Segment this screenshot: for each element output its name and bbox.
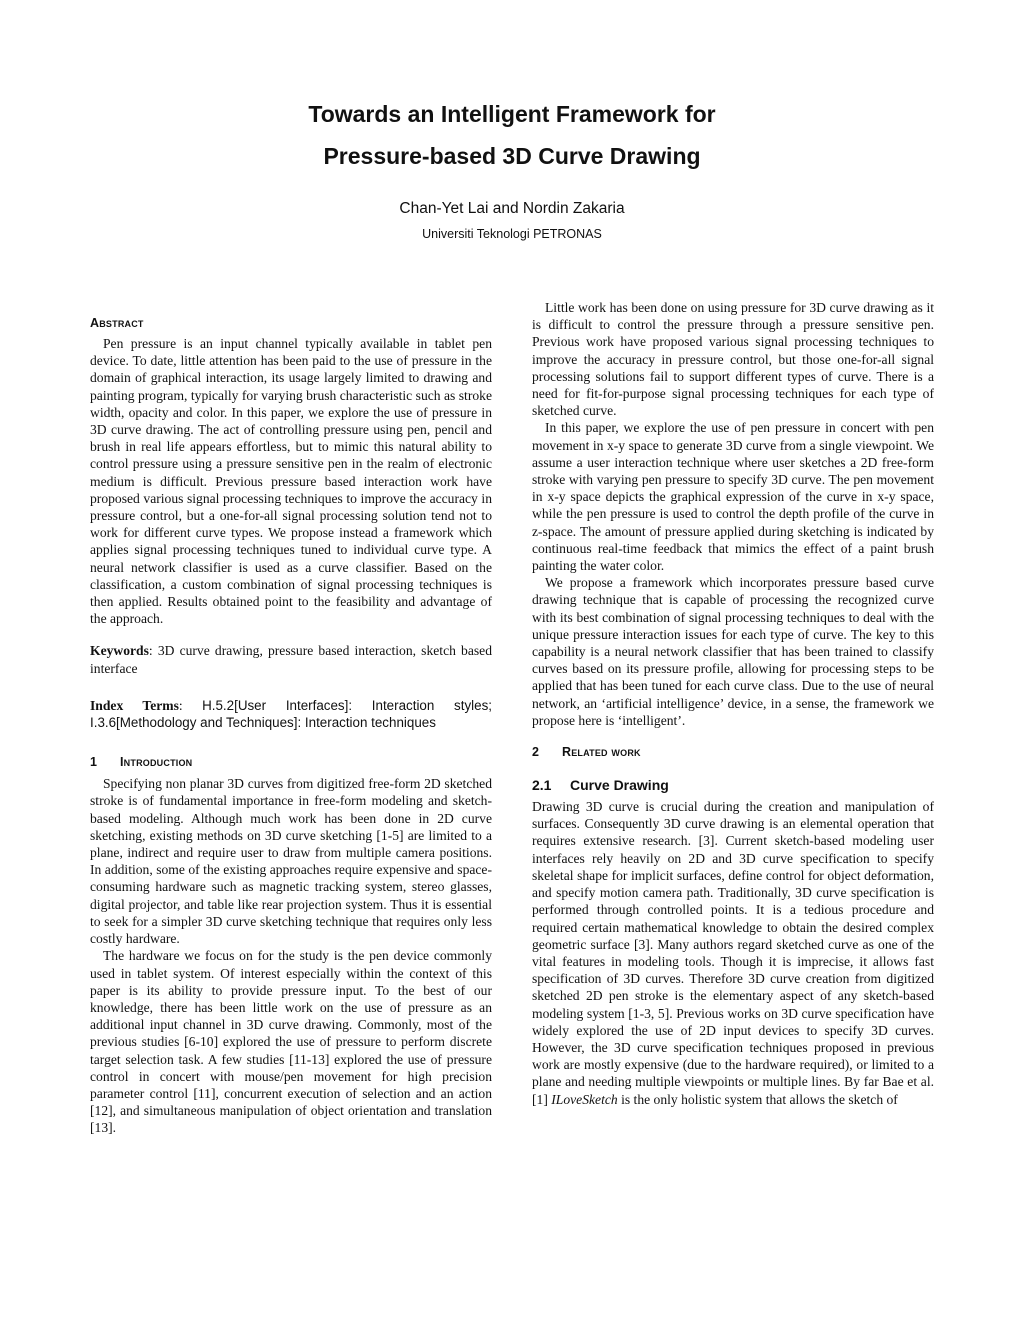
subsection-2-1-heading [532, 777, 934, 793]
paper-title-line-1: Towards an Intelligent Framework for [308, 101, 716, 127]
related-paragraph-1-part-b: is the only holistic system that allows the sketch of [617, 1091, 898, 1107]
intro-paragraph-1: Specifying non planar 3D curves from digitized free-form 2D sketched stroke is of fundamental importance in free-form modeling and sketch-based modeling. Although much work has been done in 2D curve sketching, existing methods on 3D curve sketching [1-5] are limited to a plane, indirect and require user to draw from multiple camera positions. In addition, some of the existing approaches require expensive and space-consuming hardware such as magnetic tracking system, stereo glasses, digital projector, and table like rear projection system. Thus it is essential to seek for a simpler 3D curve sketching technique that requires only less costly hardware. [90, 776, 492, 947]
index-terms-text: H.5.2[User Interfaces]: Interaction styles; I.3.6[Methodology and Techniques]: Interaction techniques [90, 697, 492, 731]
section-2-title: Related work [562, 745, 641, 760]
abstract-heading: Abstract [90, 316, 144, 330]
index-terms-label: Index Terms [90, 697, 179, 713]
paper-authors: Chan-Yet Lai and Nordin Zakaria [399, 200, 625, 217]
section-1-number: 1 [90, 755, 98, 770]
related-paragraph-1-part-a: Drawing 3D curve is crucial during the creation and manipulation of surfaces. Consequently 3D curve drawing is an elemental operation that requires extensive research. [3]. Current sketch-based modeling user interfaces rely heavily on 2D and 3D curve specification to specify skeletal shape for implicit surfaces, define control for object deformation, and specify motion camera path. Traditionally, 3D curve specification is performed through controlled points. It is a tedious procedure and required certain mathematical knowledge to obtain the desired complex geometric surface [3]. Many authors regard sketched curve as one of the vital features in modeling tools. Though it is imprecise, it allows fast specification of 3D curves. Therefore 3D curve creation from digitized sketched 2D pen stroke is the elementary aspect of any sketch-based modeling system [1-3, 5]. Previous works on 3D curve specification have widely explored the use of 2D input devices to specify 3D curves. However, the 3D curve specification techniques proposed in previous work are mostly expensive (due to the hardware required), or limited to a plane and needing multiple viewpoints or multiple lines. By far Bae et al. [1] [532, 799, 934, 1107]
keywords-text: : 3D curve drawing, pressure based interaction, sketch based interface [90, 643, 492, 676]
related-paragraph-1 [532, 798, 934, 1108]
intro-paragraph-4: In this paper, we explore the use of pen pressure in concert with pen movement in x-y space to generate 3D curve from a single viewpoint. We assume a user interaction technique where user sketches a 2D free-form stroke with varying pen pressure to specify 3D curve. The pen movement in x-y space depicts the graphical expression of the curve in x-y space, while the pen pressure is used to control the depth profile of the curve in z-space. The amount of pressure applied during sketching is indicated by continuous real-time feedback that mimics the effect of a paint brush painting the water color. [532, 420, 934, 574]
paper-affiliation: Universiti Teknologi PETRONAS [422, 227, 602, 241]
intro-paragraph-3: Little work has been done on using pressure for 3D curve drawing as it is difficult to control the pressure through a pressure sensitive pen. Previous work have proposed various signal processing techniques to improve the accuracy in pressure control, but those one-for-all signal processing solutions fail to support different types of curve. There is a need for fit-for-purpose signal processing techniques for each type of sketched curve. [532, 300, 934, 419]
abstract-text: Pen pressure is an input channel typically available in tablet pen device. To date, little attention has been paid to the use of pressure in the domain of graphical interaction, its usage largely limited to drawing and painting program, typically for varying brush characteristic such as stroke width, opacity and color. In this paper, we explore the use of pressure in 3D curve drawing. The act of controlling pressure using pen, pencil and brush in real life appears effortless, but to mimic this natural ability to control pressure using a pressure sensitive pen in the realm of electronic medium is difficult. Previous pressure based interaction work have proposed various signal processing techniques to improve the accuracy in pressure control, but a one-for-all signal processing solution tend not to work for different curve types. We propose instead a framework which applies signal processing techniques tuned to individual curve type. A neural network classifier is used as a curve classifier. Based on the classification, a custom combination of signal processing techniques is then applied. Results obtained point to the feasibility and advantage of the approach. [90, 336, 492, 627]
subsection-2-1-number: 2.1 [532, 777, 552, 794]
section-2-heading [532, 745, 934, 759]
subsection-2-1-title: Curve Drawing [570, 777, 669, 794]
paper-title-line-2: Pressure-based 3D Curve Drawing [323, 143, 701, 169]
ilovesketch-system-name: ILoveSketch [551, 1091, 618, 1107]
index-terms [90, 697, 492, 731]
section-1-title: Introduction [120, 755, 193, 770]
section-1-heading [90, 755, 492, 769]
intro-paragraph-2: The hardware we focus on for the study is the pen device commonly used in tablet system. Of interest especially within the context of this paper is its ability to provide pressure input. To the best of our knowledge, there has been little work on the use of pressure as an additional input channel in 3D curve drawing. Commonly, most of the previous studies [6-10] explored the use of pressure to perform discrete target selection task. A few studies [11-13] explored the use of pressure control in concert with mouse/pen movement for high precision parameter control [11], concurrent execution of selection and an action [12], and simultaneous manipulation of object orientation and translation [13]. [90, 948, 492, 1136]
keywords [90, 642, 492, 676]
keywords-label: Keywords [90, 643, 149, 659]
index-terms-sep: : [178, 697, 203, 713]
right-column [532, 299, 934, 1108]
left-column [90, 316, 492, 1137]
intro-paragraph-5: We propose a framework which incorporates pressure based curve drawing technique that is capable of processing the recognized curve with its best combination of signal processing techniques to deal with the unique pressure interaction issues for each type of curve. The key to this capability is a neural network classifier that has been trained to classify curves based on its pressure profile, allowing for processing steps to be applied that has been tuned for each curve class. Due to the use of neural network, an ‘artificial intelligence’ device, in a sense, the framework we propose here is ‘intelligent’. [532, 575, 934, 728]
section-2-number: 2 [532, 745, 540, 760]
